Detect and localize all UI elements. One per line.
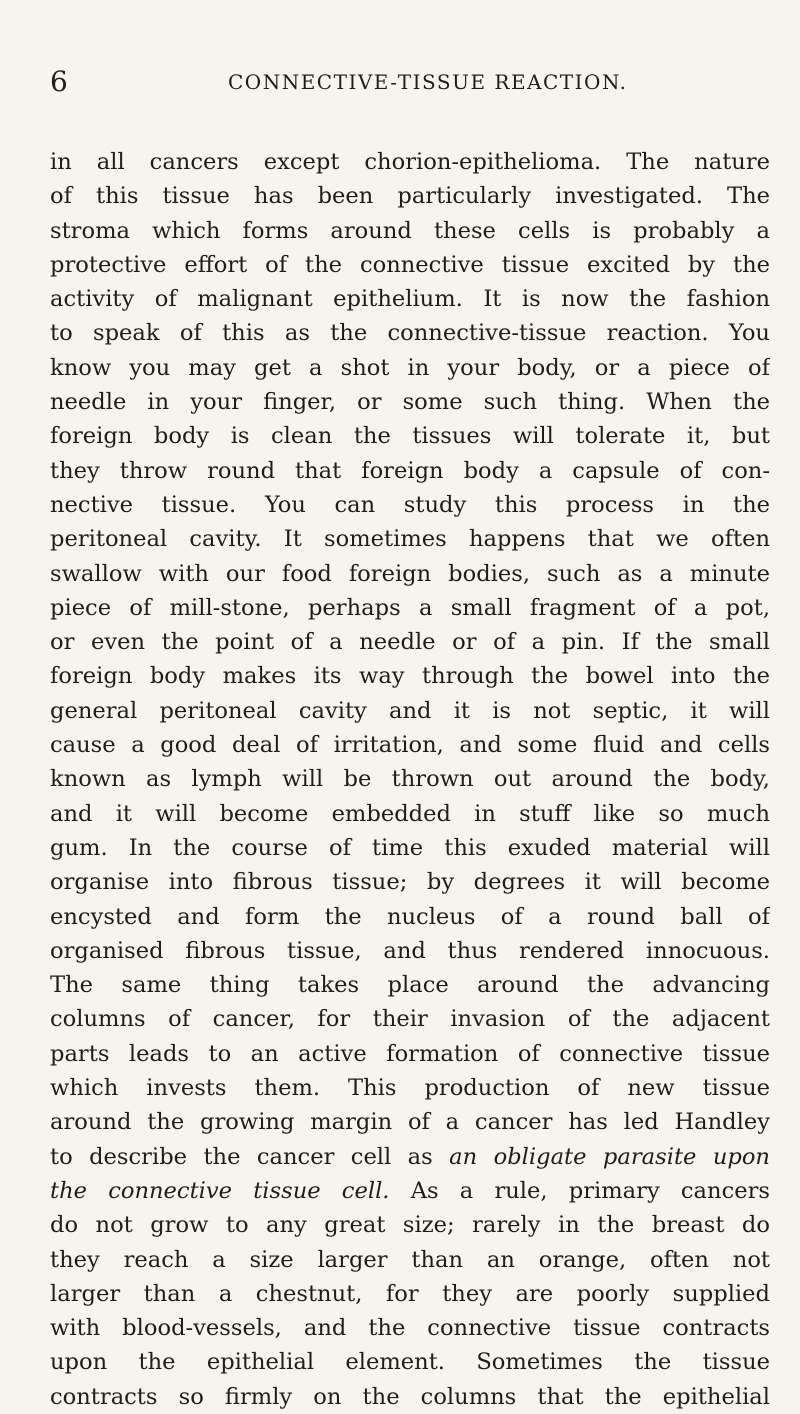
text-line: swallow with our food foreign bodies, such as a minute <box>50 560 770 587</box>
text-line: of this tissue has been particularly investigated. The <box>50 183 770 210</box>
text-line: organised fibrous tissue, and thus rendered innocuous. <box>50 937 770 964</box>
text-line: piece of mill-stone, perhaps a small fragment of a pot, <box>50 594 770 621</box>
text-line: stroma which forms around these cells is probably a <box>50 217 770 244</box>
text-line: or even the point of a needle or of a pin. If the small <box>50 629 770 656</box>
text-line-with-italic <box>50 1174 770 1208</box>
italic-phrase: the connective tissue cell. <box>50 1177 390 1204</box>
text-line: needle in your finger, or some such thing. When the <box>50 389 770 416</box>
text-line: activity of malignant epithelium. It is now the fashion <box>50 286 770 313</box>
italic-phrase: an obligate parasite upon <box>449 1143 770 1170</box>
text-line: protective effort of the connective tissue excited by the <box>50 251 770 278</box>
text-line: organise into fibrous tissue; by degrees it will become <box>50 869 770 896</box>
text-line: general peritoneal cavity and it is not septic, it will <box>50 697 770 724</box>
text-line: in all cancers except chorion-epithelioma. The nature <box>50 149 770 175</box>
text-line: columns of cancer, for their invasion of the adjacent <box>50 1006 770 1033</box>
text-line: do not grow to any great size; rarely in the breast do <box>50 1212 770 1239</box>
text-line: known as lymph will be thrown out around the body, <box>50 766 770 793</box>
text-line: around the growing margin of a cancer has led Handley <box>50 1109 770 1136</box>
text-line: contracts so firmly on the columns that the epithelial <box>50 1383 770 1410</box>
text-line: parts leads to an active formation of connective tissue <box>50 1040 770 1067</box>
text-line: upon the epithelial element. Sometimes the tissue <box>50 1349 770 1376</box>
page-header <box>0 62 800 102</box>
text-line: The same thing takes place around the advancing <box>50 972 770 999</box>
text-line: nective tissue. You can study this process in the <box>50 491 770 518</box>
text-line: they throw round that foreign body a capsule of con- <box>50 457 770 484</box>
text-line: and it will become embedded in stuff like so much <box>50 800 770 827</box>
page-number: 6 <box>50 65 68 98</box>
body-text <box>50 145 770 1414</box>
text-line: cause a good deal of irritation, and some fluid and cells <box>50 732 770 759</box>
text-line: which invests them. This production of new tissue <box>50 1075 770 1102</box>
running-title: CONNECTIVE-TISSUE REACTION. <box>228 70 628 94</box>
text-fragment: to describe the cancer cell as <box>50 1143 433 1170</box>
text-line: larger than a chestnut, for they are poorly supplied <box>50 1280 770 1307</box>
text-line: encysted and form the nucleus of a round ball of <box>50 903 770 930</box>
text-line: peritoneal cavity. It sometimes happens that we often <box>50 526 770 553</box>
text-line: foreign body makes its way through the bowel into the <box>50 663 770 690</box>
text-fragment: As a rule, primary cancers <box>410 1177 770 1204</box>
text-line-with-italic <box>50 1140 770 1174</box>
text-line: foreign body is clean the tissues will tolerate it, but <box>50 423 770 450</box>
text-line: with blood-vessels, and the connective tissue contracts <box>50 1315 770 1342</box>
text-line: gum. In the course of time this exuded material will <box>50 834 770 861</box>
text-line: to speak of this as the connective-tissue reaction. You <box>50 320 770 347</box>
text-line: know you may get a shot in your body, or a piece of <box>50 354 770 381</box>
text-line: they reach a size larger than an orange, often not <box>50 1246 770 1273</box>
